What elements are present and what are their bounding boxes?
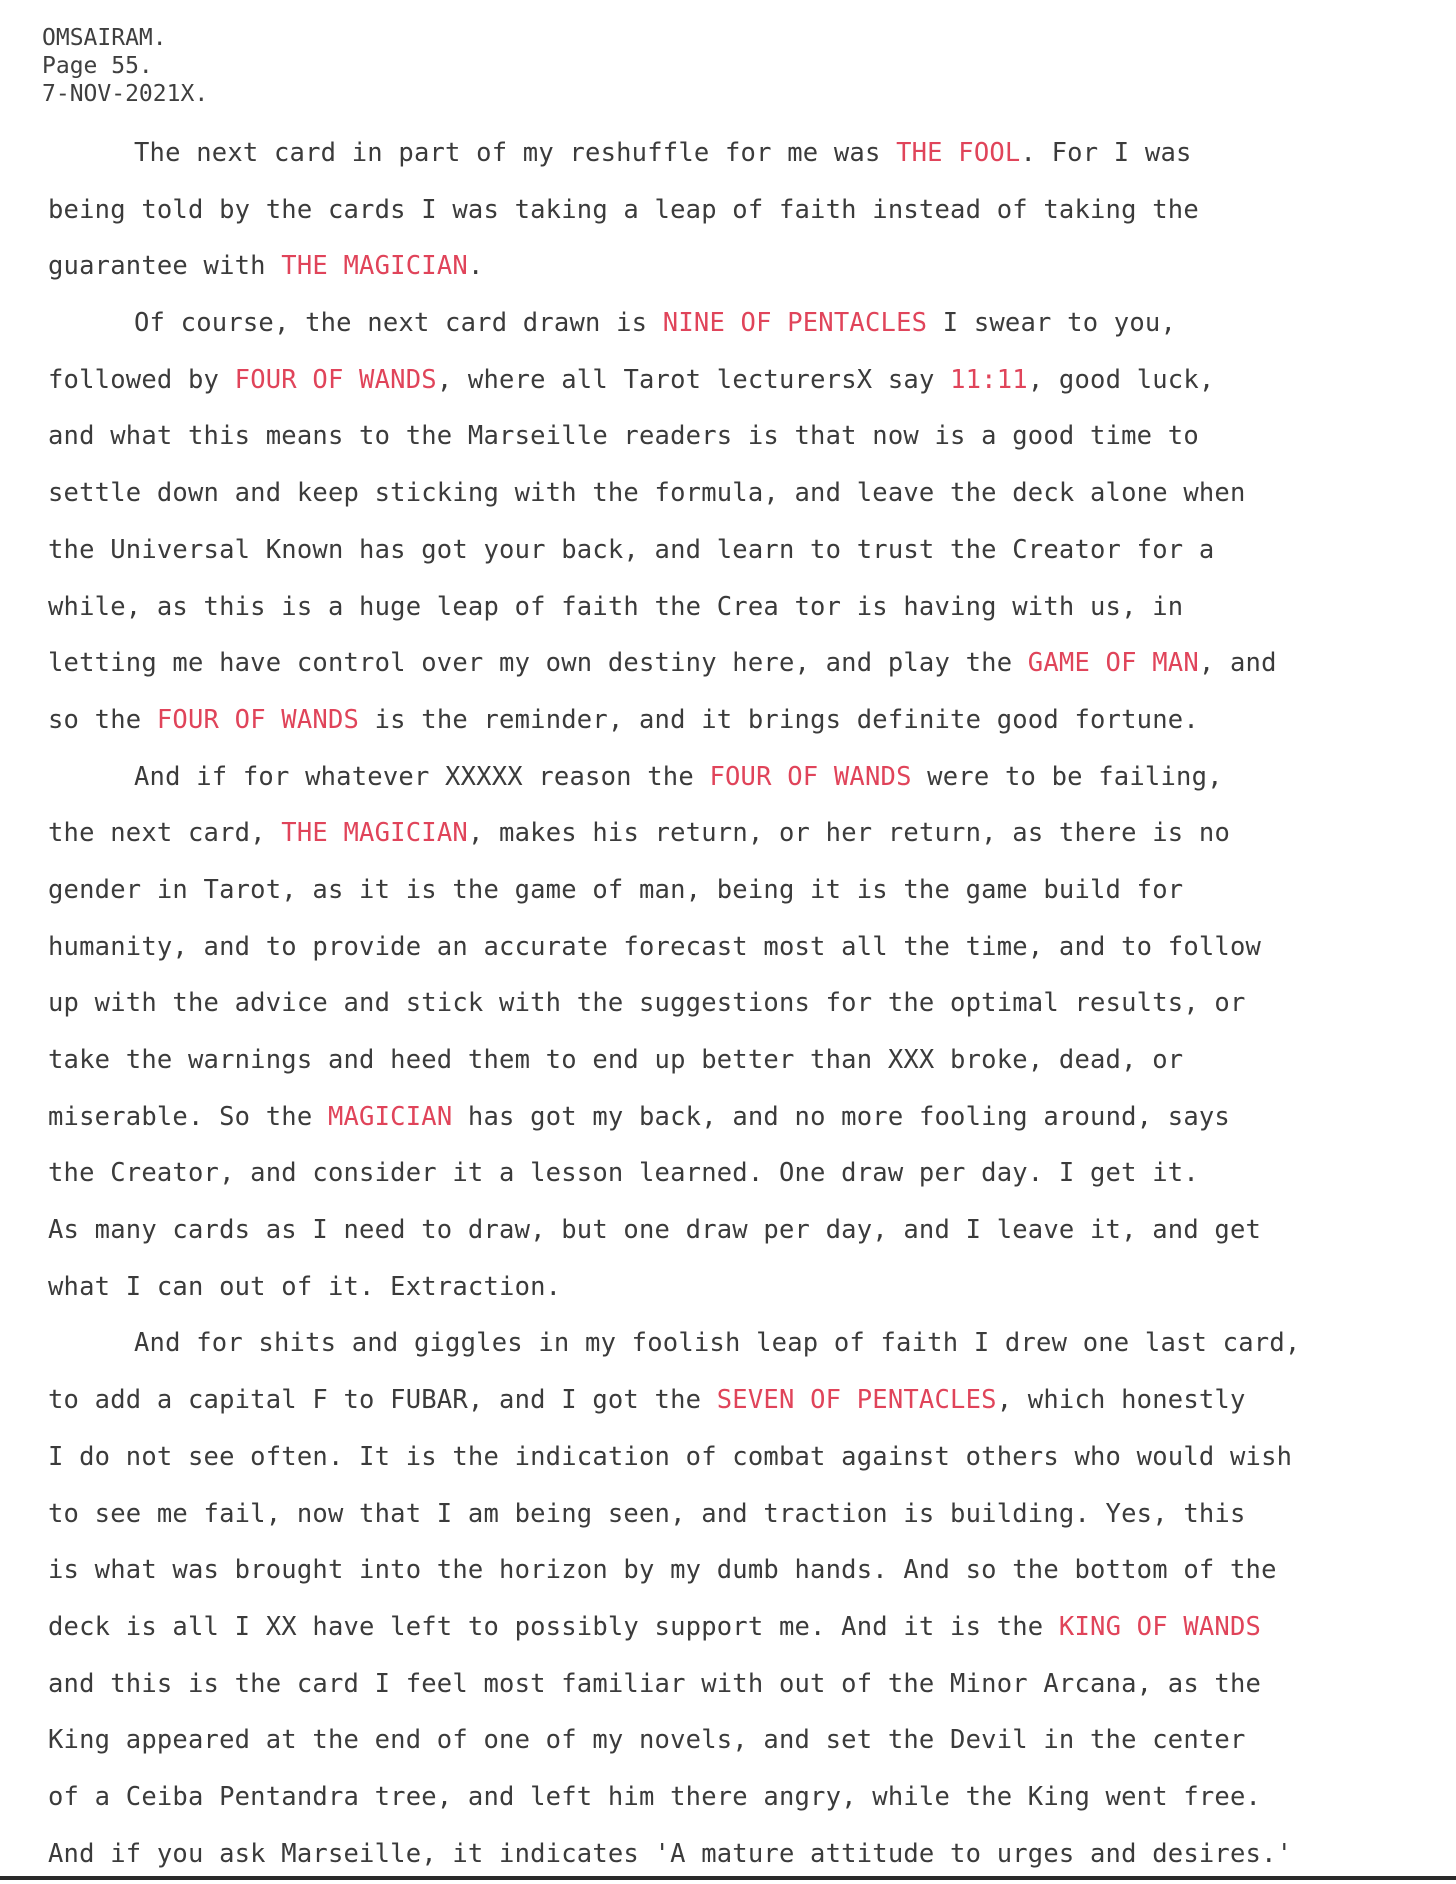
text-line (48, 238, 1418, 295)
text-segment: deck is all I XX have left to possibly support me. And it is the (48, 1611, 1059, 1642)
text-line (48, 1372, 1418, 1429)
card-name-highlight: NINE OF PENTACLES (662, 308, 928, 339)
text-segment: is the reminder, and it brings definite good fortune. (359, 704, 1199, 735)
text-segment: , where all Tarot lecturersX say (436, 364, 951, 395)
text-segment: of a Ceiba Pentandra tree, and left him there angry, while the King went free. (48, 1781, 1262, 1812)
text-segment: followed by (48, 364, 235, 395)
text-segment: And if you ask Marseille, it indicates 'A mature attitude to urges and desires.' (48, 1838, 1293, 1869)
text-line (48, 975, 1418, 1032)
header-page-number: Page 55. (42, 53, 153, 79)
text-segment: were to be failing, (911, 761, 1223, 792)
card-name-highlight: FOUR OF WANDS (234, 364, 437, 395)
text-segment: and what this means to the Marseille readers is that now is a good time to (48, 421, 1199, 452)
card-name-highlight: SEVEN OF PENTACLES (716, 1385, 997, 1416)
text-line (48, 125, 1418, 182)
text-segment: while, as this is a huge leap of faith the Crea tor is having with us, in (48, 591, 1184, 622)
text-line (48, 1089, 1418, 1146)
text-line (48, 749, 1418, 806)
text-line (48, 1486, 1418, 1543)
text-segment: , good luck, (1027, 364, 1215, 395)
text-segment: being told by the cards I was taking a leap of faith instead of taking the (48, 194, 1199, 225)
text-segment: , which honestly (996, 1385, 1246, 1416)
text-segment: settle down and keep sticking with the formula, and leave the deck alone when (48, 478, 1246, 509)
text-line (48, 1826, 1418, 1883)
card-name-highlight: THE FOOL (896, 138, 1021, 168)
card-name-highlight: 11:11 (950, 364, 1028, 395)
text-line (48, 692, 1418, 749)
text-line (48, 1259, 1418, 1316)
text-line (48, 635, 1418, 692)
card-name-highlight: FOUR OF WANDS (156, 704, 360, 735)
text-segment: the next card, (48, 818, 282, 849)
text-segment: and this is the card I feel most familiar with out of the Minor Arcana, as the (48, 1668, 1262, 1699)
text-segment: The next card in part of my reshuffle for me was (134, 138, 897, 168)
card-name-highlight: THE MAGICIAN (281, 251, 468, 282)
text-segment: guarantee with (48, 251, 282, 282)
card-name-highlight: THE MAGICIAN (281, 818, 468, 849)
text-line (48, 408, 1418, 465)
text-segment: humanity, and to provide an accurate forecast most all the time, and to follow (48, 931, 1262, 962)
text-segment: . (467, 251, 484, 282)
text-segment: the Creator, and consider it a lesson learned. One draw per day. I get it. (48, 1158, 1199, 1189)
card-name-highlight: GAME OF MAN (1027, 648, 1199, 679)
text-segment: gender in Tarot, as it is the game of man, being it is the game build for (48, 874, 1184, 905)
text-segment: the Universal Known has got your back, and learn to trust the Creator for a (48, 534, 1215, 565)
text-segment: King appeared at the end of one of my novels, and set the Devil in the center (48, 1725, 1246, 1756)
text-segment: Of course, the next card drawn is (134, 308, 663, 339)
body-text (48, 125, 1418, 1882)
text-segment: And if for whatever XXXXX reason the (134, 761, 710, 792)
text-segment: to see me fail, now that I am being seen, and traction is building. Yes, this (48, 1498, 1246, 1529)
text-segment: miserable. So the (48, 1101, 328, 1132)
card-name-highlight: MAGICIAN (327, 1101, 453, 1132)
text-line (48, 1032, 1418, 1089)
text-segment: is what was brought into the horizon by my dumb hands. And so the bottom of the (48, 1555, 1277, 1586)
text-line (48, 862, 1418, 919)
card-name-highlight: KING OF WANDS (1058, 1611, 1262, 1642)
text-line (48, 1429, 1418, 1486)
text-line (48, 1542, 1418, 1599)
text-segment: to add a capital F to FUBAR, and I got the (48, 1385, 717, 1416)
text-segment: take the warnings and heed them to end up better than XXX broke, dead, or (48, 1045, 1184, 1075)
text-line (48, 1599, 1418, 1656)
text-segment: I do not see often. It is the indication of combat against others who would wish (48, 1441, 1293, 1472)
text-segment: And for shits and giggles in my foolish leap of faith I drew one last card, (134, 1328, 1301, 1359)
text-line (48, 1712, 1418, 1769)
page-header (42, 24, 208, 108)
header-date: 7-NOV-2021X. (42, 81, 209, 107)
text-line (48, 1656, 1418, 1713)
text-segment: I swear to you, (927, 308, 1177, 339)
text-segment: , makes his return, or her return, as there is no (467, 818, 1230, 849)
text-line (48, 919, 1418, 976)
text-segment: has got my back, and no more fooling around, says (452, 1101, 1230, 1132)
text-line (48, 1145, 1418, 1202)
header-line-1: OMSAIRAM. (42, 25, 167, 51)
text-segment: what I can out of it. Extraction. (48, 1271, 562, 1302)
text-line (48, 1202, 1418, 1259)
text-segment: , and (1198, 648, 1277, 679)
text-segment: . For I was (1020, 138, 1192, 168)
text-line (48, 465, 1418, 522)
text-line (48, 1769, 1418, 1826)
card-name-highlight: FOUR OF WANDS (709, 761, 912, 792)
text-segment: As many cards as I need to draw, but one draw per day, and I leave it, and get (48, 1215, 1262, 1246)
text-line (48, 1315, 1418, 1372)
text-line (48, 805, 1418, 862)
text-line (48, 352, 1418, 409)
text-segment: letting me have control over my own destiny here, and play the (48, 648, 1028, 679)
text-line (48, 522, 1418, 579)
text-segment: so the (48, 704, 157, 735)
text-segment: up with the advice and stick with the suggestions for the optimal results, or (48, 988, 1246, 1019)
text-line (48, 182, 1418, 239)
text-line (48, 295, 1418, 352)
bottom-rule (0, 1876, 1456, 1880)
text-line (48, 579, 1418, 636)
